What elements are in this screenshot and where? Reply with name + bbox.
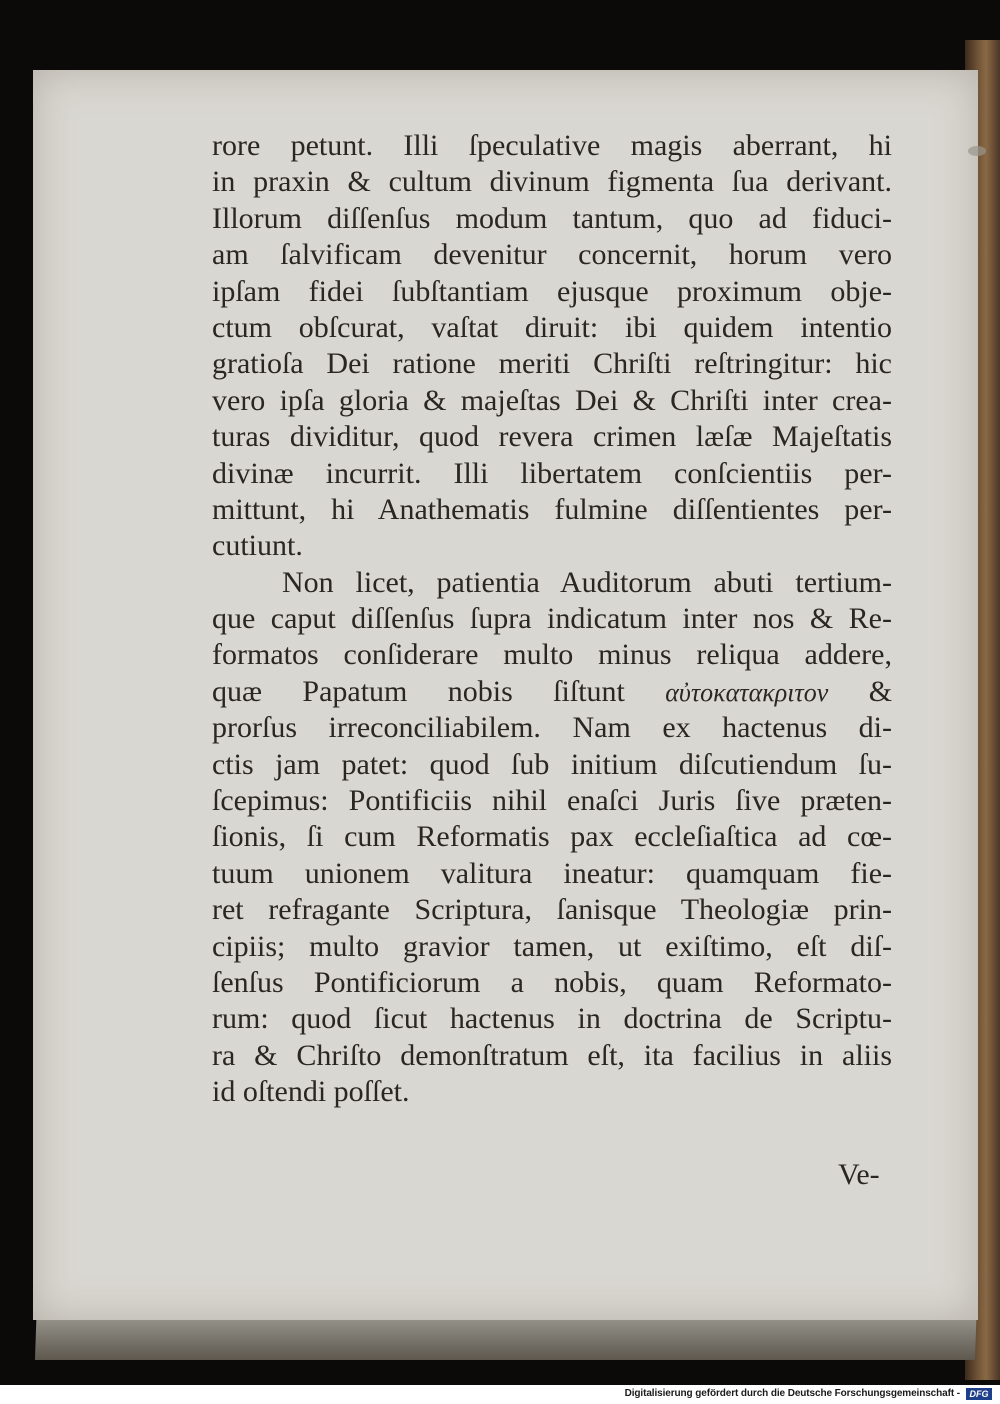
- text-line: gratioſa Dei ratione meriti Chriſti reſtringitur: hic: [212, 347, 892, 381]
- page-smudge: [968, 146, 986, 156]
- text-line: cipiis; multo gravior tamen, ut exiſtimo, eſt diſ-: [212, 929, 892, 963]
- text-line: ctum obſcurat, vaſtat diruit: ibi quidem intentio: [212, 310, 892, 344]
- catchword: Ve-: [838, 1158, 880, 1191]
- text-line: Illorum diſſenſus modum tantum, quo ad fiduci-: [212, 201, 892, 235]
- text-line: in praxin & cultum divinum figmenta ſua derivant.: [212, 165, 892, 199]
- text-line: id oſtendi poſſet.: [212, 1075, 410, 1109]
- text-line-with-greek: [212, 674, 892, 710]
- text-line: tuum unionem valitura ineatur: quamquam fie-: [212, 856, 892, 890]
- text-line: ipſam fidei ſubſtantiam ejusque proximum obje-: [212, 274, 892, 308]
- text-line: rum: quod ſicut hactenus in doctrina de Scriptu-: [212, 1002, 892, 1036]
- greek-word: αὐτοκατακριτον: [665, 677, 829, 707]
- text-line: vero ipſa gloria & majeſtas Dei & Chriſti inter crea-: [212, 383, 892, 417]
- text-line: cutiunt.: [212, 529, 303, 563]
- text-line: mittunt, hi Anathematis fulmine diſſentientes per-: [212, 492, 892, 526]
- text-line: divinæ incurrit. Illi libertatem conſcientiis per-: [212, 456, 892, 490]
- text-line: ra & Chriſto demonſtratum eſt, ita facilius in aliis: [212, 1038, 892, 1072]
- text-line: ret refragante Scriptura, ſanisque Theologiæ prin-: [212, 893, 892, 927]
- text-line: que caput diſſenſus ſupra indicatum inter nos & Re-: [212, 602, 892, 636]
- text-line: formatos conſiderare multo minus reliqua addere,: [212, 638, 892, 672]
- paragraph-start-line: Non licet, patientia Auditorum abuti tertium-: [282, 565, 892, 599]
- text-line: am ſalvificam devenitur concernit, horum vero: [212, 238, 892, 272]
- footer-credit: Digitalisierung gefördert durch die Deutsche Forschungsgemeinschaft -: [624, 1388, 960, 1399]
- text-line: rore petunt. Illi ſpeculative magis aberrant, hi: [212, 129, 892, 162]
- text-line: ctis jam patet: quod ſub initium diſcutiendum ſu-: [212, 747, 892, 781]
- text-segment: &: [868, 674, 893, 708]
- dfg-logo: DFG: [966, 1388, 992, 1400]
- text-line: turas dividitur, quod revera crimen læſæ Majeſtatis: [212, 420, 892, 454]
- text-line: prorſus irreconciliabilem. Nam ex hactenus di-: [212, 711, 892, 745]
- text-line: ſcepimus: Pontificiis nihil enaſci Juris ſive præten-: [212, 784, 892, 818]
- text-segment: quæ Papatum nobis ſiſtunt: [212, 674, 625, 708]
- text-line: ſenſus Pontificiorum a nobis, quam Reformato-: [212, 965, 892, 999]
- page-text: [212, 128, 892, 1111]
- text-line: ſionis, ſi cum Reformatis pax eccleſiaſtica ad cœ-: [212, 820, 892, 854]
